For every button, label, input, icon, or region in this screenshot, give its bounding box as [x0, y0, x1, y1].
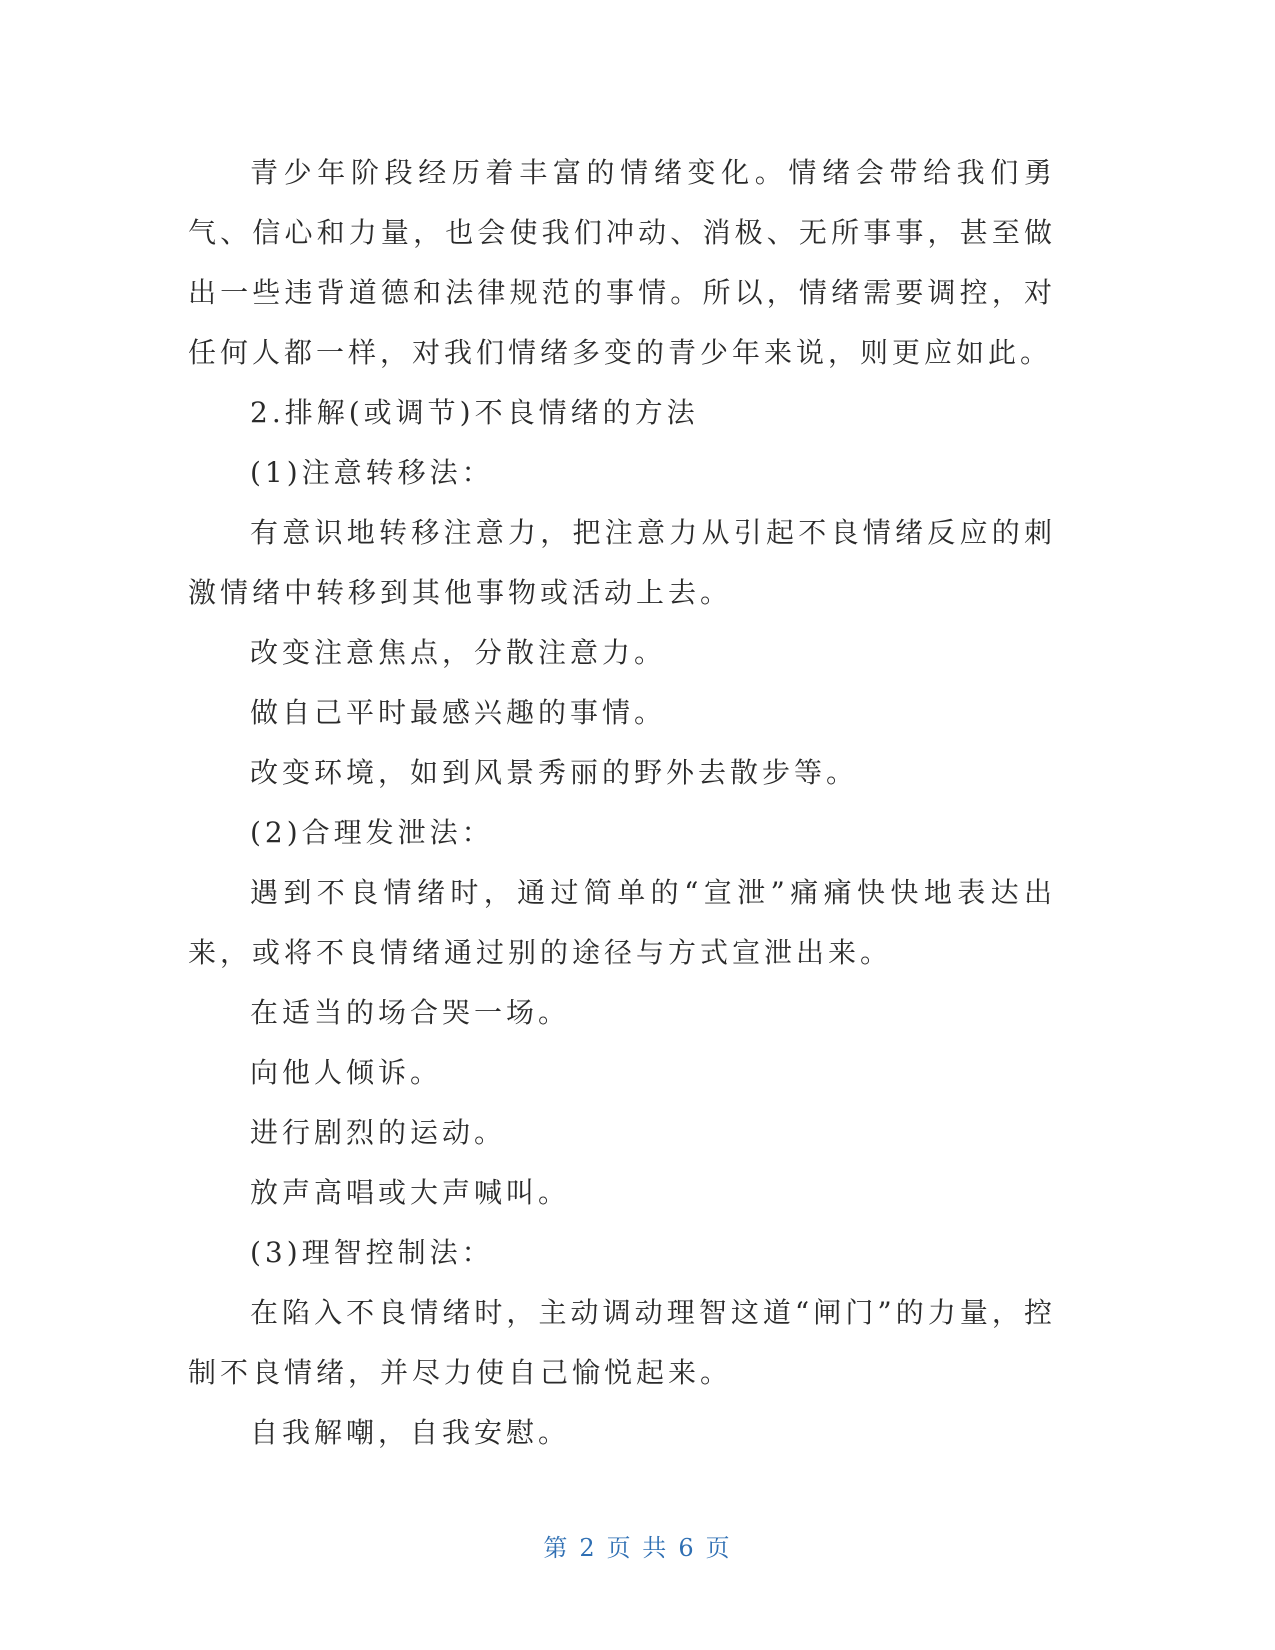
footer-middle: 页 共 — [606, 1534, 669, 1562]
paragraph-intro: 青少年阶段经历着丰富的情绪变化。情绪会带给我们勇气、信心和力量，也会使我们冲动、消极、无所事事，甚至做出一些违背道德和法律规范的事情。所以，情绪需要调控，对任何人都一样，对我们情绪多变的青少年来说，则更应如此。 — [188, 156, 1056, 369]
footer-current-page: 2 — [579, 1534, 597, 1562]
method-2-description: 遇到不良情绪时，通过简单的“宣泄”痛痛快快地表达出来，或将不良情绪通过别的途径与方式宣泄出来。 — [188, 876, 1056, 969]
method-2-item: 向他人倾诉。 — [250, 1056, 443, 1089]
footer-suffix: 页 — [705, 1534, 732, 1562]
document-body — [188, 143, 1056, 1463]
section-heading: 2.排解(或调节)不良情绪的方法 — [250, 396, 699, 429]
method-3-item: 自我解嘲，自我安慰。 — [250, 1416, 571, 1449]
method-1-item: 改变环境，如到风景秀丽的野外去散步等。 — [250, 756, 859, 789]
footer-total-pages: 6 — [678, 1534, 696, 1562]
method-2-item: 在适当的场合哭一场。 — [250, 996, 571, 1029]
footer-prefix: 第 — [543, 1534, 570, 1562]
method-heading-2: (2)合理发泄法： — [250, 816, 494, 849]
page-footer — [0, 1528, 1275, 1563]
method-1-item: 做自己平时最感兴趣的事情。 — [250, 696, 667, 729]
method-1-item: 改变注意焦点，分散注意力。 — [250, 636, 667, 669]
method-1-description: 有意识地转移注意力，把注意力从引起不良情绪反应的刺激情绪中转移到其他事物或活动上去。 — [188, 516, 1056, 609]
method-heading-3: (3)理智控制法： — [250, 1236, 494, 1269]
method-2-item: 放声高唱或大声喊叫。 — [250, 1176, 571, 1209]
method-2-item: 进行剧烈的运动。 — [250, 1116, 507, 1149]
method-3-description: 在陷入不良情绪时，主动调动理智这道“闸门”的力量，控制不良情绪，并尽力使自己愉悦起来。 — [188, 1296, 1056, 1389]
method-heading-1: (1)注意转移法： — [250, 456, 494, 489]
